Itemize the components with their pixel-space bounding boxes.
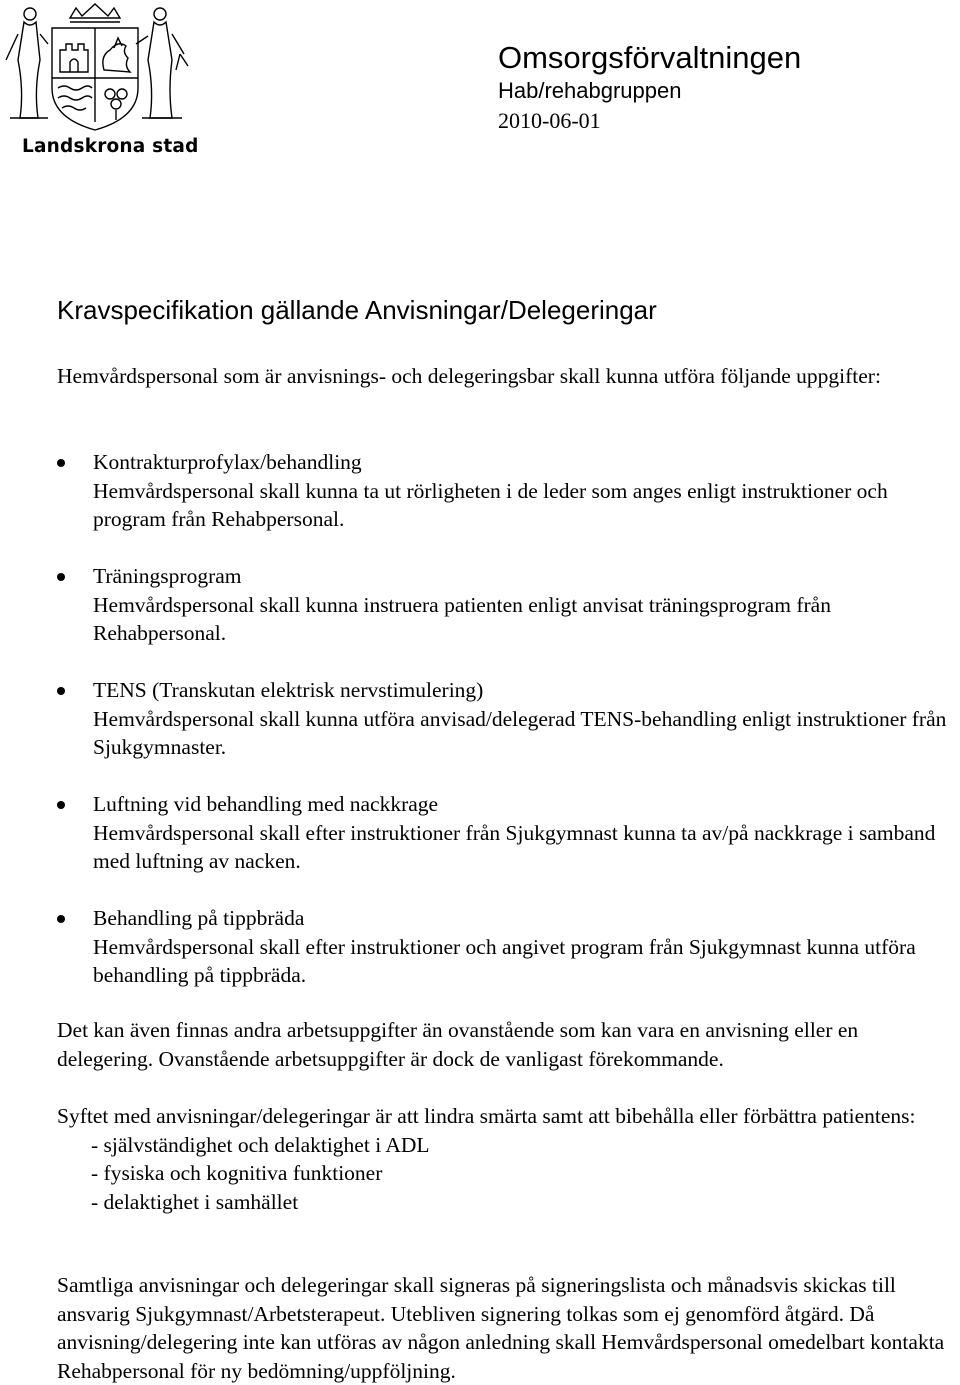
task-list <box>57 448 960 1018</box>
list-item <box>57 562 960 648</box>
bullet-icon <box>57 801 65 809</box>
signing-paragraph: Samtliga anvisningar och delegeringar skall signeras på signeringslista och månadsvis skickas till ansvarig Sjukgymnast/Arbetsterapeut. Utebliven signering tolkas som ej genomförd åtgärd. Då anvisning/delegering inte kan utföras av någon anledning skall Hemvårdspersonal omedelbart kontakta Rehabpersonal för ny bedömning/uppföljning. <box>57 1273 945 1383</box>
task-description: Hemvårdspersonal skall efter instruktioner från Sjukgymnast kunna ta av/på nackkrage i samband med luftning av nacken. <box>93 820 936 873</box>
document-date: 2010-06-01 <box>498 108 601 133</box>
intro-paragraph: Hemvårdspersonal som är anvisnings- och delegeringsbar skall kunna utföra följande uppgifter: <box>57 364 881 388</box>
list-item <box>57 790 960 876</box>
task-title: Kontrakturprofylax/behandling <box>93 450 362 474</box>
task-title: Luftning vid behandling med nackkrage <box>93 792 439 816</box>
list-item: - fysiska och kognitiva funktioner <box>91 1161 383 1185</box>
document-header <box>498 40 801 136</box>
purpose-intro: Syftet med anvisningar/delegeringar är att lindra smärta samt att bibehålla eller förbättra patientens: <box>57 1104 916 1128</box>
coat-of-arms-icon <box>0 0 190 135</box>
landskrona-logo <box>0 0 199 170</box>
bullet-icon <box>57 573 65 581</box>
task-description: Hemvårdspersonal skall efter instruktioner och angivet program från Sjukgymnast kunna utföra behandling på tippbräda. <box>93 934 916 987</box>
bullet-icon <box>57 915 65 923</box>
bullet-icon <box>57 687 65 695</box>
other-tasks-paragraph: Det kan även finnas andra arbetsuppgifter än ovanstående som kan vara en anvisning eller en delegering. Ovanstående arbetsuppgifter är dock de vanligast förekommande. <box>57 1018 859 1071</box>
purpose-section <box>57 1102 957 1216</box>
task-title: Behandling på tippbräda <box>93 906 305 930</box>
document-title: Kravspecifikation gällande Anvisningar/Delegeringar <box>57 295 657 325</box>
purpose-list <box>57 1131 957 1217</box>
bullet-icon <box>57 459 65 467</box>
department-name: Hab/rehabgruppen <box>498 78 682 103</box>
task-description: Hemvårdspersonal skall kunna instruera patienten enligt anvisat träningsprogram från Rehabpersonal. <box>93 592 831 645</box>
task-title: TENS (Transkutan elektrisk nervstimulering) <box>93 678 484 702</box>
logo-wordmark: Landskrona stad <box>22 136 199 157</box>
task-description: Hemvårdspersonal skall kunna utföra anvisad/delegerad TENS-behandling enligt instruktioner från Sjukgymnaster. <box>93 706 947 759</box>
list-item: - självständighet och delaktighet i ADL <box>91 1132 430 1157</box>
task-description: Hemvårdspersonal skall kunna ta ut rörligheten i de leder som anges enligt instruktioner och program från Rehabpersonal. <box>93 478 888 531</box>
list-item <box>57 904 960 990</box>
list-item <box>57 448 960 534</box>
organization-name: Omsorgsförvaltningen <box>498 40 802 75</box>
list-item: - delaktighet i samhället <box>91 1189 299 1214</box>
task-title: Träningsprogram <box>93 564 242 588</box>
list-item <box>57 676 960 762</box>
